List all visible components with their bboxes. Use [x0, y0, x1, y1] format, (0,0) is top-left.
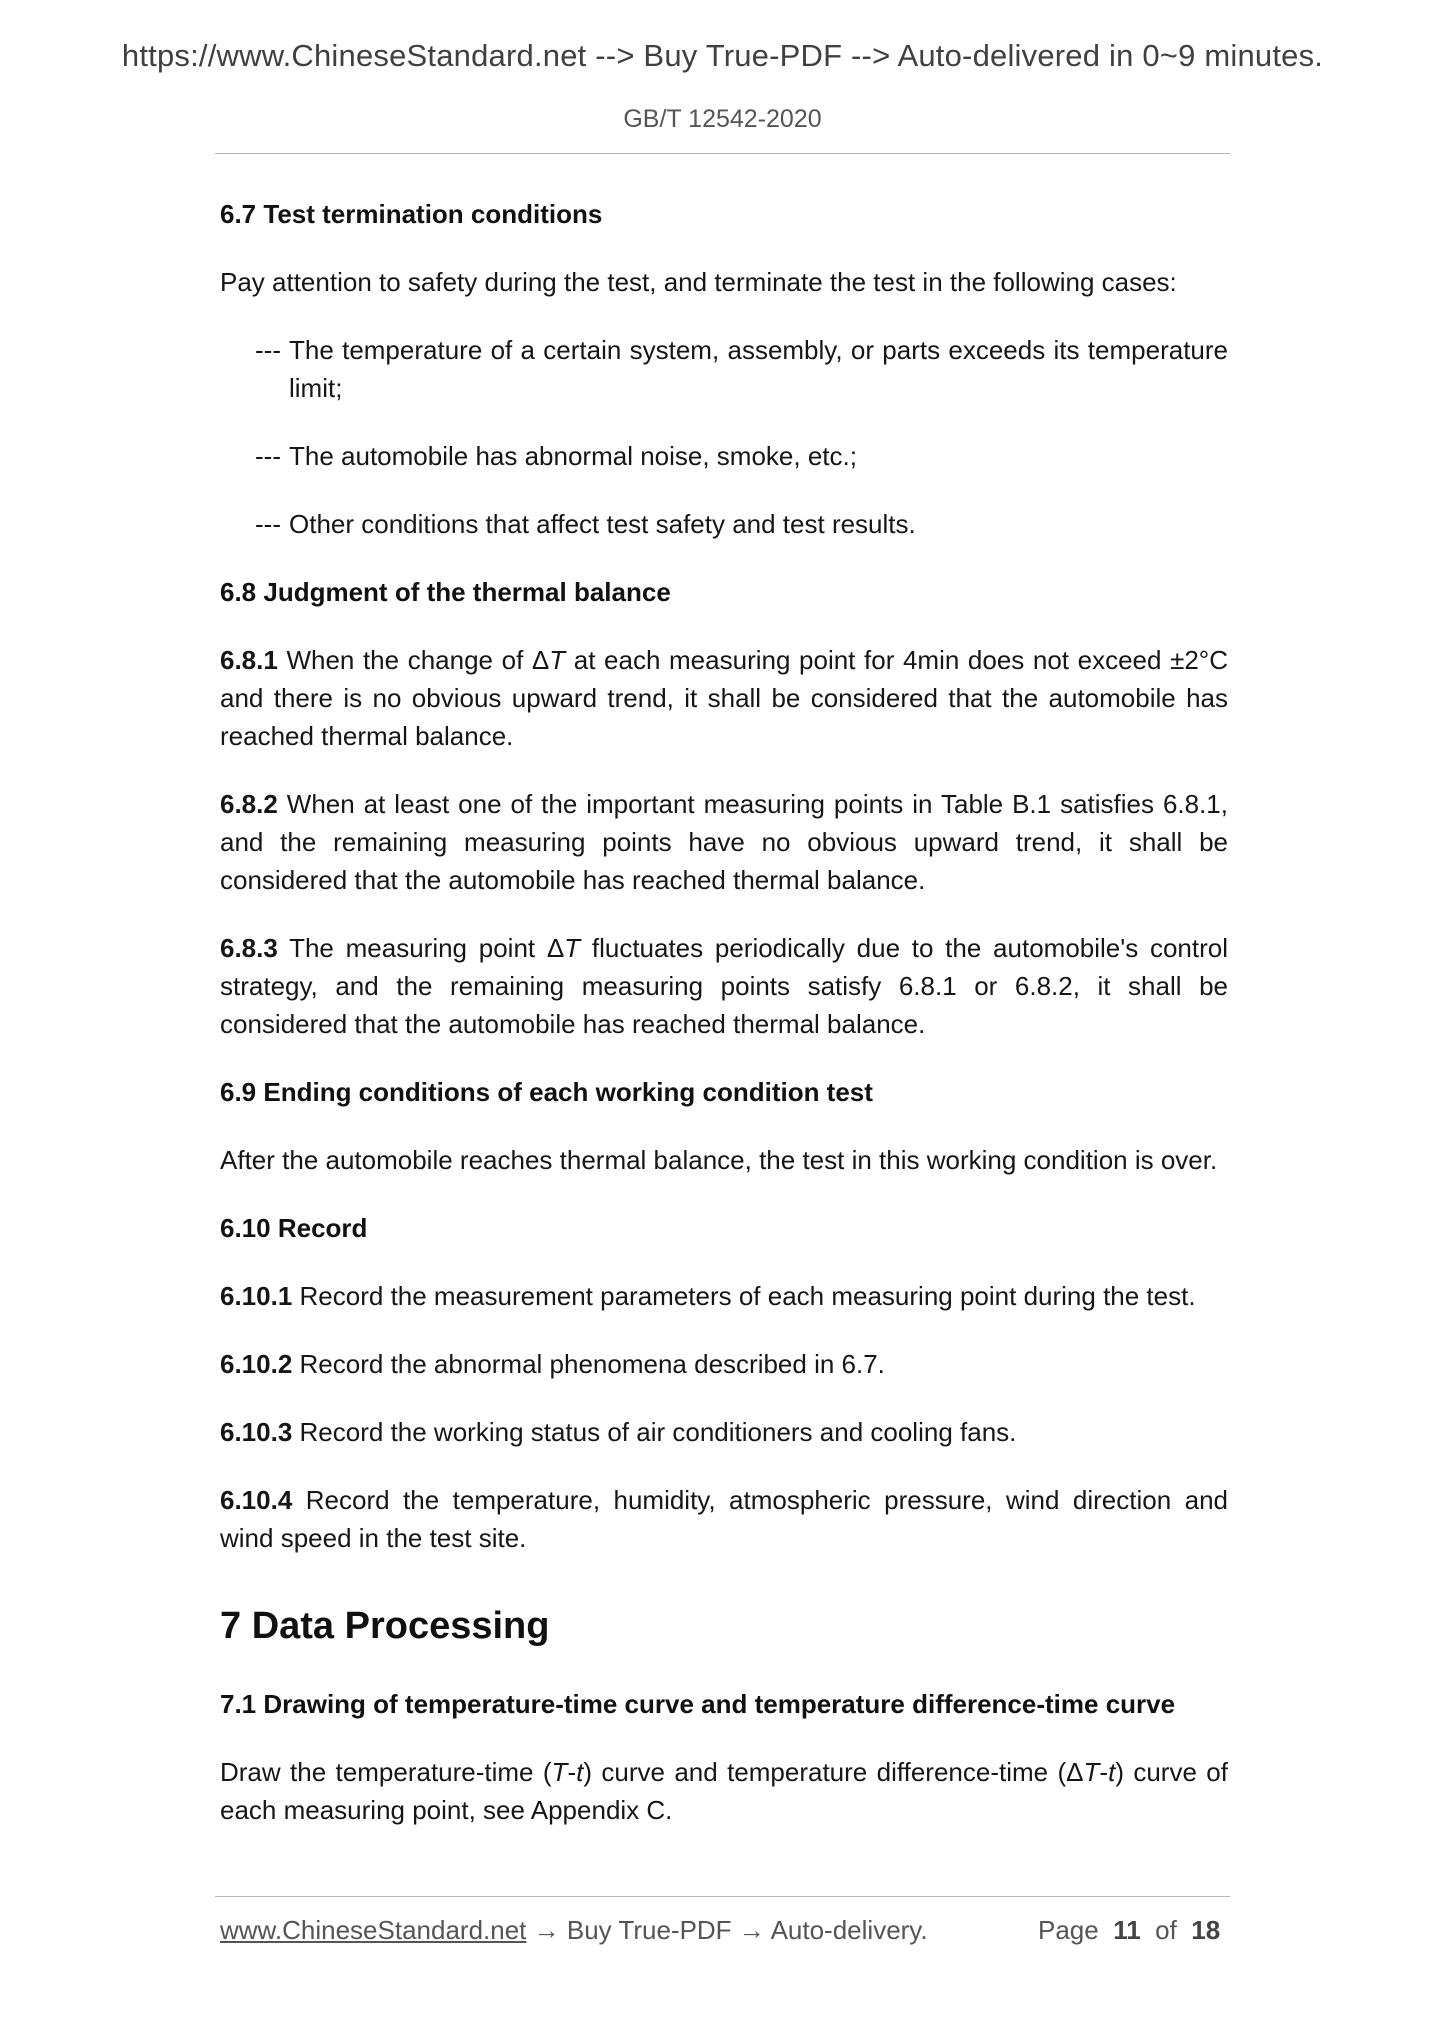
- clause-text: Record the working status of air conditioners and cooling fans.: [299, 1417, 1017, 1447]
- paragraph-6-7-intro: Pay attention to safety during the test, and terminate the test in the following cases:: [220, 267, 1177, 297]
- footer-tail: → Buy True-PDF → Auto-delivery.: [526, 1915, 928, 1945]
- list-item-text: The temperature of a certain system, assembly, or parts exceeds its temperature limit;: [289, 335, 1228, 403]
- heading-7-1: 7.1 Drawing of temperature-time curve and temperature difference-time curve: [220, 1689, 1176, 1719]
- list-dash: ---: [255, 335, 281, 365]
- text-run: -: [567, 1757, 577, 1787]
- clause-text: at each measuring point for 4min does not exceed ±2°C and there is no obvious upward trend, it shall be considered that the automobile has reached thermal balance.: [220, 645, 1228, 751]
- footer-link[interactable]: www.ChineseStandard.net: [220, 1915, 527, 1945]
- clause-number: 6.10.3: [220, 1417, 293, 1447]
- page-total: 18: [1191, 1915, 1221, 1945]
- top-banner[interactable]: https://www.ChineseStandard.net --> Buy True-PDF --> Auto-delivered in 0~9 minutes.: [121, 38, 1324, 73]
- list-dash: ---: [255, 509, 281, 539]
- clause-text: Record the measurement parameters of each measuring point during the test.: [299, 1281, 1196, 1311]
- standard-id: GB/T 12542-2020: [623, 105, 822, 133]
- clause-number: 6.8.1: [220, 645, 278, 675]
- variable-t: T: [549, 645, 566, 675]
- clause-text: fluctuates periodically due to the automobile's control strategy, and the remaining measuring points satisfy 6.8.1 or 6.8.2, it shall be considered that the automobile has reached thermal balance.: [220, 933, 1228, 1039]
- clause-number: 6.8.3: [220, 933, 278, 963]
- footer-divider: [215, 1896, 1230, 1897]
- heading-6-9: 6.9 Ending conditions of each working condition test: [220, 1077, 873, 1107]
- paragraph-7-1: [220, 1753, 1228, 1829]
- list-item-text: Other conditions that affect test safety and test results.: [289, 509, 916, 539]
- clause-6-10-4: [220, 1481, 1228, 1557]
- clause-number: 6.10.2: [220, 1349, 293, 1379]
- page-number: 11: [1113, 1915, 1141, 1945]
- clause-number: 6.10.4: [220, 1485, 293, 1515]
- clause-6-10-1: [220, 1277, 1228, 1315]
- list-dash: ---: [255, 441, 281, 471]
- clause-text: Record the abnormal phenomena described in 6.7.: [299, 1349, 885, 1379]
- list-item: [255, 331, 1228, 407]
- clause-6-8-3: [220, 929, 1228, 1043]
- text-run: ) curve of each measuring point, see Appendix C.: [220, 1757, 1228, 1825]
- clause-6-10-3: [220, 1413, 1228, 1451]
- variable-t-small: t: [576, 1757, 584, 1787]
- variable-t: T: [1083, 1757, 1100, 1787]
- page-word: Page: [1038, 1915, 1099, 1945]
- clause-6-8-2: [220, 785, 1228, 899]
- header-divider: [215, 153, 1230, 154]
- clause-text: When the change of Δ: [286, 645, 550, 675]
- text-run: -: [1099, 1757, 1109, 1787]
- document-body: [220, 195, 1228, 1859]
- variable-t: T: [564, 933, 581, 963]
- clause-6-10-2: [220, 1345, 1228, 1383]
- paragraph-6-9: After the automobile reaches thermal balance, the test in this working condition is over.: [220, 1145, 1218, 1175]
- list-item: [255, 505, 1228, 543]
- variable-t: T: [551, 1757, 568, 1787]
- page-indicator: [1038, 1915, 1220, 1946]
- footer-promo: [220, 1915, 928, 1946]
- variable-t-small: t: [1108, 1757, 1116, 1787]
- list-item-text: The automobile has abnormal noise, smoke, etc.;: [289, 441, 857, 471]
- of-word: of: [1155, 1915, 1177, 1945]
- clause-number: 6.8.2: [220, 789, 278, 819]
- clause-text: The measuring point Δ: [289, 933, 565, 963]
- heading-6-7: 6.7 Test termination conditions: [220, 199, 603, 229]
- clause-6-8-1: [220, 641, 1228, 755]
- text-run: ) curve and temperature difference-time (Δ: [583, 1757, 1084, 1787]
- clause-text: Record the temperature, humidity, atmospheric pressure, wind direction and wind speed in the test site.: [220, 1485, 1228, 1553]
- heading-7: 7 Data Processing: [220, 1605, 550, 1647]
- list-item: [255, 437, 1228, 475]
- heading-6-10: 6.10 Record: [220, 1213, 368, 1243]
- clause-number: 6.10.1: [220, 1281, 293, 1311]
- clause-text: When at least one of the important measuring points in Table B.1 satisfies 6.8.1, and the remaining measuring points have no obvious upward trend, it shall be considered that the automobile has reached thermal balance.: [220, 789, 1228, 895]
- heading-6-8: 6.8 Judgment of the thermal balance: [220, 577, 671, 607]
- text-run: Draw the temperature-time (: [220, 1757, 552, 1787]
